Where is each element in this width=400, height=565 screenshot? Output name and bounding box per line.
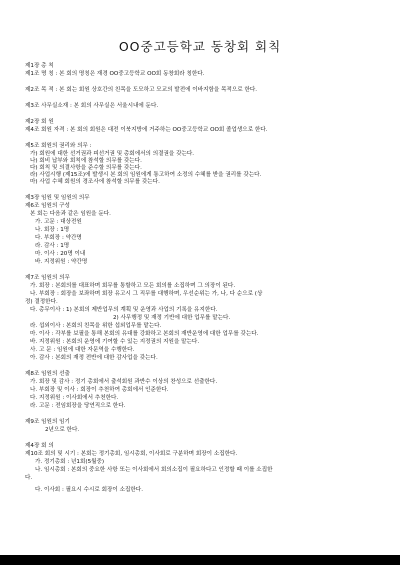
document-line: 마) 사업 수혜 회원의 경조사에 참석할 의무를 갖는다.	[30, 179, 160, 185]
document-line: 라. 감사 : 1명	[35, 243, 70, 249]
page-bottom-bar	[0, 555, 400, 565]
document-line: 바. 지정위원 : 본회의 운영에 기여할 수 있는 지정권의 지원을 맡는다.	[30, 339, 200, 345]
document-line: 다. 총무이사 : 1) 본회의 제반업무의 계획 및 운영과 사업의 기록을 유지한다.	[30, 307, 218, 313]
document-line: 나. 회장 : 1명	[35, 227, 70, 233]
document-line: 제4장 회 의	[25, 443, 54, 449]
document-line: 제1장 총 칙	[25, 63, 54, 69]
document-line: 마. 이사 : 20명 이내	[35, 251, 86, 257]
document-line: 제5조 회원의 권리와 의무 :	[25, 143, 92, 149]
document-line: 제6조 임원의 구성	[25, 203, 70, 209]
document-title: OO중고등학교 동창회 회칙	[118, 39, 282, 54]
document-line: 2년으로 한다.	[45, 427, 80, 433]
document-line: 가. 회장 : 본회의를 대표하며 회무를 통할하고 모든 회의를 소집하며 그 의장이 된다.	[30, 283, 236, 289]
document-line: 제8조 임원의 선출	[25, 371, 70, 377]
document-line: 나. 부회장 : 회장을 보좌하며 회장 유고시 그 직무를 대행하며, 우선순위는 가, 나, 다 순으로 (상	[30, 291, 263, 297]
document-line: 정) 결정한다.	[25, 299, 58, 305]
document-line: 다.	[25, 475, 33, 481]
document-line: 제4조 회원 자격 : 본 회의 회원은 대전 이북지방에 거주하는 OO중고등학교 OO회 졸업생으로 한다.	[25, 127, 268, 133]
document-line: 나. 부회장 및 이사 : 회장이 추천하여 총회에서 인준한다.	[30, 387, 169, 393]
document-line: 가. 회장 및 감사 : 정기 총회에서 출석회원 과반수 이상의 찬성으로 선출한다.	[30, 379, 218, 385]
document-line: 나) 회비 납부와 회칙에 참석할 의무를 갖는다.	[30, 158, 142, 164]
document-line: 제10조 회의 및 시기 : 본회는 정기총회, 임시총회, 이사회로 구분하며 회장이 소집한다.	[25, 451, 238, 457]
document-line: 다. 부회장 : 약간명	[35, 235, 82, 241]
document-line: 라) 사업시행 (제15조)에 발생시 본 회의 임원에게 통고하여 소정의 수혜를 받을 권리를 갖는다.	[30, 172, 262, 178]
document-line: 2) 사무행정 및 재정 기반에 대한 업무를 맡는다.	[113, 315, 231, 321]
document-line: 제1조 명 칭 : 본 회의 명칭은 재경 OO중고등학교 OO회 동창회라 칭한다.	[25, 71, 205, 77]
document-line: 라. 고문 : 전임회장을 당연직으로 한다.	[30, 403, 126, 409]
document-line: 제2장 회 원	[25, 119, 54, 125]
document-line: 사. 고 문 : 임원에 대한 자문역을 수행한다.	[30, 347, 135, 353]
document-line: 다) 회칙 및 의결사항을 준수할 의무를 갖는다.	[30, 165, 142, 171]
document-line: 다. 이사회 : 필요시 수시로 회장이 소집한다.	[35, 487, 143, 493]
document-line: 가. 정기총회 : 년1회(5월중)	[35, 459, 105, 465]
document-line: 제2조 목 적 : 본 회는 회원 상호간의 친목을 도모하고 모교의 발전에 이바지함을 목적으로 한다.	[25, 87, 258, 93]
document-line: 아. 감사 : 본회의 재정 전반에 대한 감사업을 갖는다.	[30, 355, 158, 361]
document-line: 다. 지정위원 : 이사회에서 추천한다.	[30, 395, 119, 401]
document-line: 바. 지정위원 : 약간명	[35, 259, 88, 265]
document-line: 제3조 사무실소재 : 본 회의 사무실은 서울시내에 둔다.	[25, 103, 159, 109]
document-line: 제9조 임원의 임기	[25, 419, 70, 425]
document-line: 마. 이사 : 각부를 보필을 통해 본회의 유대를 강화하고 본회의 재반운영에 대한 업무를 갖는다.	[30, 331, 259, 337]
document-line: 가. 고문 : 대상전원	[35, 219, 82, 225]
document-line: 가) 회원에 대한 선거권과 피선거권 및 총회에서의 의결권을 갖는다.	[30, 151, 195, 157]
document-line: 나. 임시총회 : 본회의 중요한 사항 또는 이사회에서 회의소집이 필요하다고 인정할 때 이를 소집한	[35, 467, 273, 473]
document-line: 본 회는 다음과 같은 임원을 둔다.	[30, 211, 111, 217]
document-line: 제3장 임원 및 임원의 의무	[25, 195, 90, 201]
document-line: 제7조 임원의 의무	[25, 275, 70, 281]
document-line: 라. 섭외이사 : 본회의 친목을 위한 섭외업무를 맡는다.	[30, 323, 162, 329]
